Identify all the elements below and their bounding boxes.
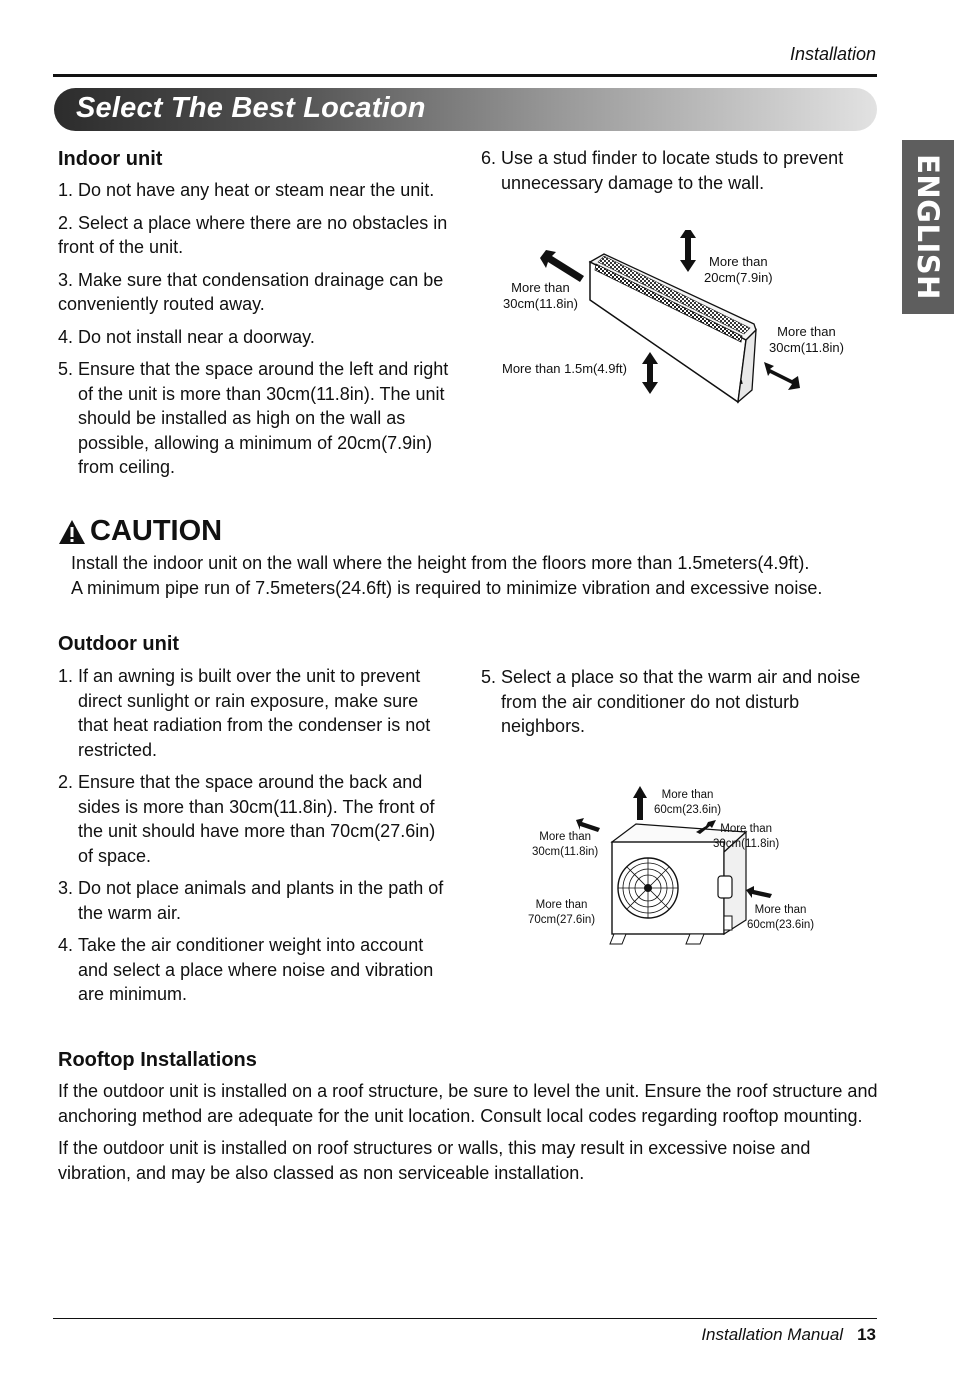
indoor-list-continued	[481, 146, 866, 203]
list-item: 4. Do not install near a doorway.	[58, 326, 315, 347]
outdoor-heading: Outdoor unit	[58, 633, 180, 655]
indoor-list	[58, 178, 458, 488]
list-item: 3. Make sure that condensation drainage can be conveniently routed away.	[58, 269, 444, 314]
list-item: 2. Select a place where there are no obstacles in front of the unit.	[58, 212, 448, 257]
top-rule	[53, 74, 877, 77]
indoor-label-right: More than 30cm(11.8in)	[769, 324, 844, 355]
warning-icon	[58, 519, 86, 545]
language-tab	[902, 140, 954, 314]
indoor-heading: Indoor unit	[58, 148, 163, 170]
caution-line: Install the indoor unit on the wall where the height from the floors more than 1.5meters(4.9ft).	[71, 553, 810, 573]
indoor-label-bottom: More than 1.5m(4.9ft)	[502, 361, 627, 376]
rooftop-paragraph: If the outdoor unit is installed on roof structures or walls, this may result in excessive noise and vibration, and may be also classed as non serviceable installation.	[58, 1138, 811, 1183]
section-banner	[54, 88, 877, 131]
page-footer	[701, 1325, 876, 1345]
outdoor-label-right: More than 60cm(23.6in)	[747, 904, 815, 931]
language-tab-label: ENGLISH	[911, 154, 945, 300]
section-label: Installation	[789, 44, 876, 64]
list-item: 4. Take the air conditioner weight into account and select a place where noise and vibration are minimum.	[58, 935, 434, 1004]
list-item: 2. Ensure that the space around the back and sides is more than 30cm(11.8in). The front of the unit should have more than 70cm(27.6in) of space.	[58, 772, 436, 866]
indoor-clearance-diagram	[486, 230, 866, 420]
caution-heading	[58, 515, 222, 548]
rooftop-heading: Rooftop Installations	[58, 1049, 257, 1071]
rooftop-text	[58, 1079, 878, 1193]
footer-title: Installation Manual	[701, 1325, 844, 1344]
list-item: 5. Ensure that the space around the left and right of the unit is more than 30cm(11.8in). The unit should be installed as high on the wall as possible, allowing a minimum of 20cm(7.9in) from ceiling.	[58, 359, 449, 477]
outdoor-label-left: More than 30cm(11.8in)	[532, 831, 599, 858]
outdoor-label-front: More than 70cm(27.6in)	[528, 899, 596, 926]
indoor-label-top: More than 20cm(7.9in)	[704, 254, 773, 285]
list-item: 1. Do not have any heat or steam near the unit.	[58, 180, 435, 200]
page-title: Select The Best Location	[76, 92, 426, 124]
outdoor-list	[58, 664, 453, 1015]
outdoor-label-back: More than 30cm(11.8in)	[713, 823, 780, 850]
caution-line: A minimum pipe run of 7.5meters(24.6ft) is required to minimize vibration and excessive noise.	[71, 577, 823, 598]
indoor-label-left: More than 30cm(11.8in)	[503, 280, 578, 311]
outdoor-clearance-diagram	[520, 780, 840, 960]
list-item: 5. Select a place so that the warm air and noise from the air conditioner do not disturb neighbors.	[481, 667, 861, 736]
page-number: 13	[857, 1325, 876, 1344]
bottom-rule	[53, 1318, 877, 1319]
outdoor-list-continued	[481, 665, 876, 747]
list-item: 3. Do not place animals and plants in the path of the warm air.	[58, 878, 444, 923]
caution-text	[71, 551, 871, 600]
list-item: 1. If an awning is built over the unit to prevent direct sunlight or rain exposure, make sure that heat radiation from the condenser is not restricted.	[58, 666, 431, 760]
list-item: 6. Use a stud finder to locate studs to prevent unnecessary damage to the wall.	[481, 148, 844, 193]
outdoor-label-top: More than 60cm(23.6in)	[654, 789, 722, 816]
caution-title: CAUTION	[90, 515, 223, 547]
rooftop-paragraph: If the outdoor unit is installed on a roof structure, be sure to level the unit. Ensure the roof structure and anchoring method are adequate for the unit location. Consult local codes regarding rooftop mounting.	[58, 1081, 878, 1126]
